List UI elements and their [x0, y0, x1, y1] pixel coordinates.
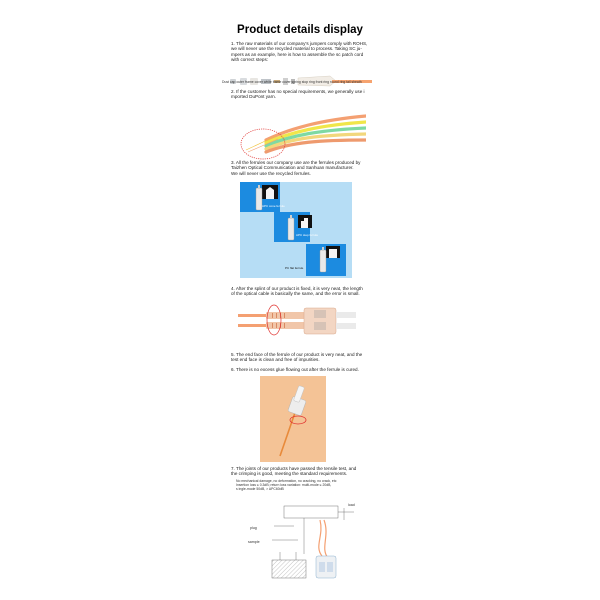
tensile-test-diagram: [244, 496, 362, 584]
sample-label: sample: [248, 540, 260, 544]
apc-cone-label: APC cone ferrule: [262, 204, 285, 208]
item-4-text: 4. After the splint of our product is fixed, it is very neat, the length of the optical cable is basically the same, and the error is small.: [231, 286, 363, 297]
plug-label: plug: [250, 526, 257, 530]
cured-ferrule-image: [260, 376, 326, 462]
apc-step-label: APC step ferrule: [296, 233, 319, 237]
item-5-text: 5. The end face of the ferrule of our product is very neat, and the test end face is clean and free of impurities.: [231, 352, 363, 363]
item-6-text: 6. There is no excess glue flowing out after the ferrule is cured.: [231, 367, 359, 372]
item-3-text: 3. All the ferrules our company use are the ferrules produced by Taizhen Optical Communication and Sanhuan manufacturer. We will never use the recycled ferrules.: [231, 160, 361, 176]
sc-connector-image: [238, 302, 364, 342]
item-2-text: 2. If the customer has no special requirements, we generally use i mported DuPont yarn.: [231, 89, 365, 100]
pc-flat-label: PC flat ferrule: [285, 266, 304, 270]
item-1-text: 1. The raw materials of our company's jumpers comply with ROHS, we will never use the recycled material to process. Taking SC ju- mpers as an example, here is how to assemble the sc patch cord with correct steps:: [231, 41, 368, 63]
page-title: Product details display: [237, 24, 363, 36]
item-7-text: 7. The joints of our products have passed the tensile test, and the crimping is good, meeting the standard requirements.: [231, 466, 357, 477]
ferrule-types-image: [240, 182, 352, 278]
parts-caption: Dust cap outer frame cover white frame cover spring stop ring front ring round ring tail sheath: [222, 80, 362, 84]
tensile-note: No mechanical damage, no deformation, no cracking, no crack, etc Insertion loss ≤ 0.3dB; return loss variation: multi-mode ≤ 20dB, s ingle-mode 50dB, > APC60dB: [236, 479, 337, 491]
dupont-yarn-image: [236, 104, 366, 164]
load-label: load: [348, 503, 355, 507]
